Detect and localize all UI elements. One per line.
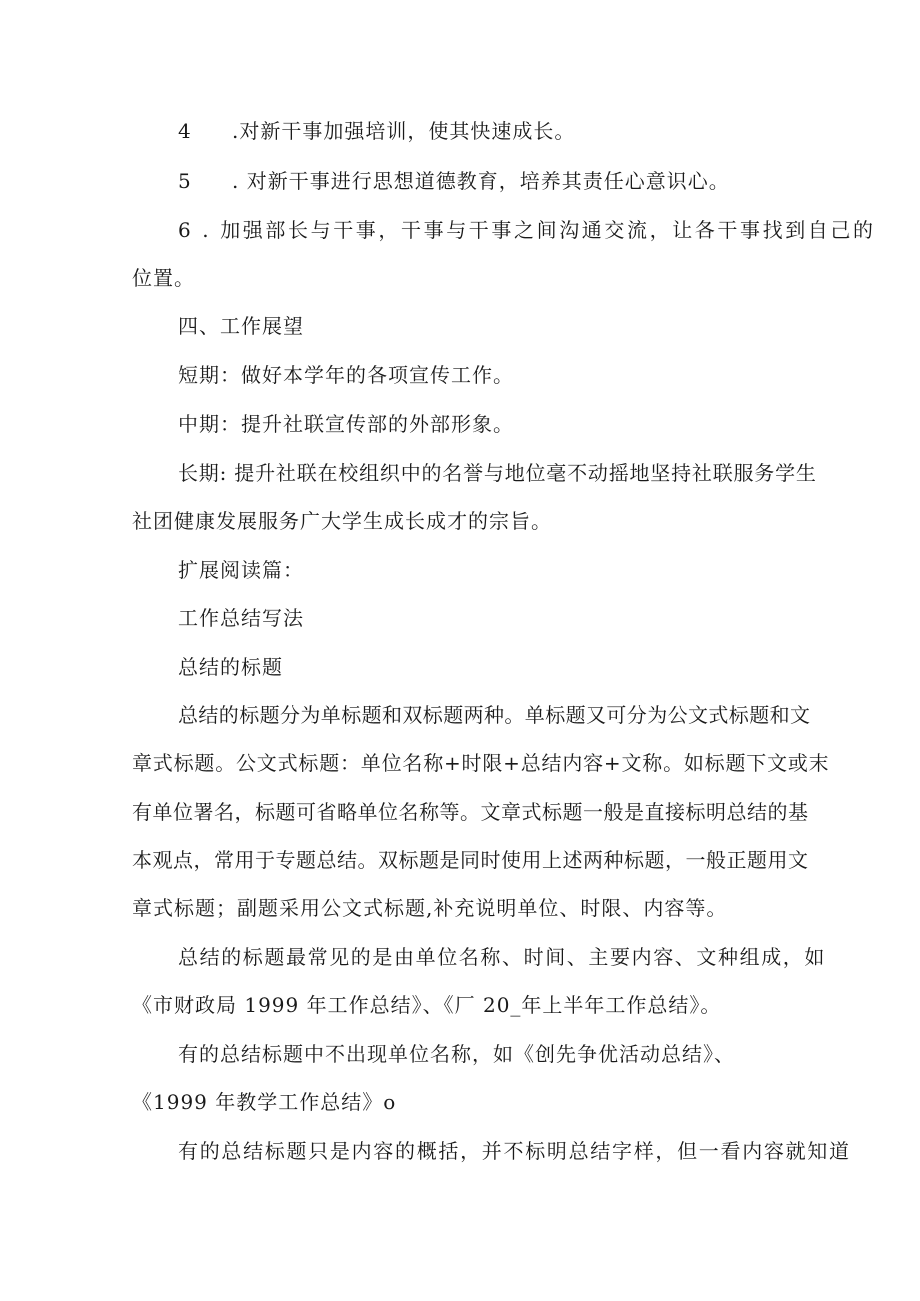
list-number: 4: [178, 119, 192, 143]
paragraph-line: 《市财政局 1999 年工作总结》、《厂 20_年上半年工作总结》。: [132, 993, 722, 1017]
paragraph-line: 总结的标题分为单标题和双标题两种。单标题又可分为公文式标题和文: [178, 703, 811, 727]
list-item-4: [178, 117, 575, 145]
list-item-5: [178, 167, 730, 195]
list-item-6: 6 . 加强部长与干事，干事与干事之间沟通交流，让各干事找到自己的: [178, 218, 876, 242]
paragraph-line: 总结的标题最常见的是由单位名称、时间、主要内容、文种组成，如: [178, 945, 826, 969]
list-text: . 对新干事进行思想道德教育，培养其责任心意识心。: [232, 169, 730, 193]
paragraph-line: 长期: 提升社联在校组织中的名誉与地位毫不动摇地坚持社联服务学生: [178, 461, 817, 485]
paragraph-line: 章式标题。公文式标题：单位名称+时限+总结内容+文称。如标题下文或末: [132, 751, 830, 775]
section-heading: 工作总结写法: [178, 606, 304, 630]
section-heading: 四、工作展望: [178, 314, 304, 338]
paragraph-line: 《1999 年教学工作总结》o: [132, 1090, 397, 1114]
section-heading: 扩展阅读篇：: [178, 558, 304, 582]
paragraph-line: 有的总结标题只是内容的概括，并不标明总结字样，但一看内容就知道: [178, 1139, 851, 1163]
paragraph-line: 位置。: [132, 266, 195, 290]
list-text: .对新干事加强培训，使其快速成长。: [232, 119, 576, 143]
paragraph-line: 有单位署名，标题可省略单位名称等。文章式标题一般是直接标明总结的基: [132, 800, 809, 824]
paragraph-line: 章式标题；副题采用公文式标题,补充说明单位、时限、内容等。: [132, 896, 728, 920]
paragraph-line: 本观点，常用于专题总结。双标题是同时使用上述两种标题，一般正题用文: [132, 848, 809, 872]
section-heading: 总结的标题: [178, 655, 283, 679]
paragraph-line: 中期：提升社联宣传部的外部形象。: [178, 412, 514, 436]
paragraph-line: 短期：做好本学年的各项宣传工作。: [178, 363, 514, 387]
paragraph-line: 社团健康发展服务广大学生成长成才的宗旨。: [132, 509, 552, 533]
list-number: 5: [178, 169, 192, 193]
paragraph-line: 有的总结标题中不出现单位名称，如《创先争优活动总结》、: [178, 1042, 735, 1066]
